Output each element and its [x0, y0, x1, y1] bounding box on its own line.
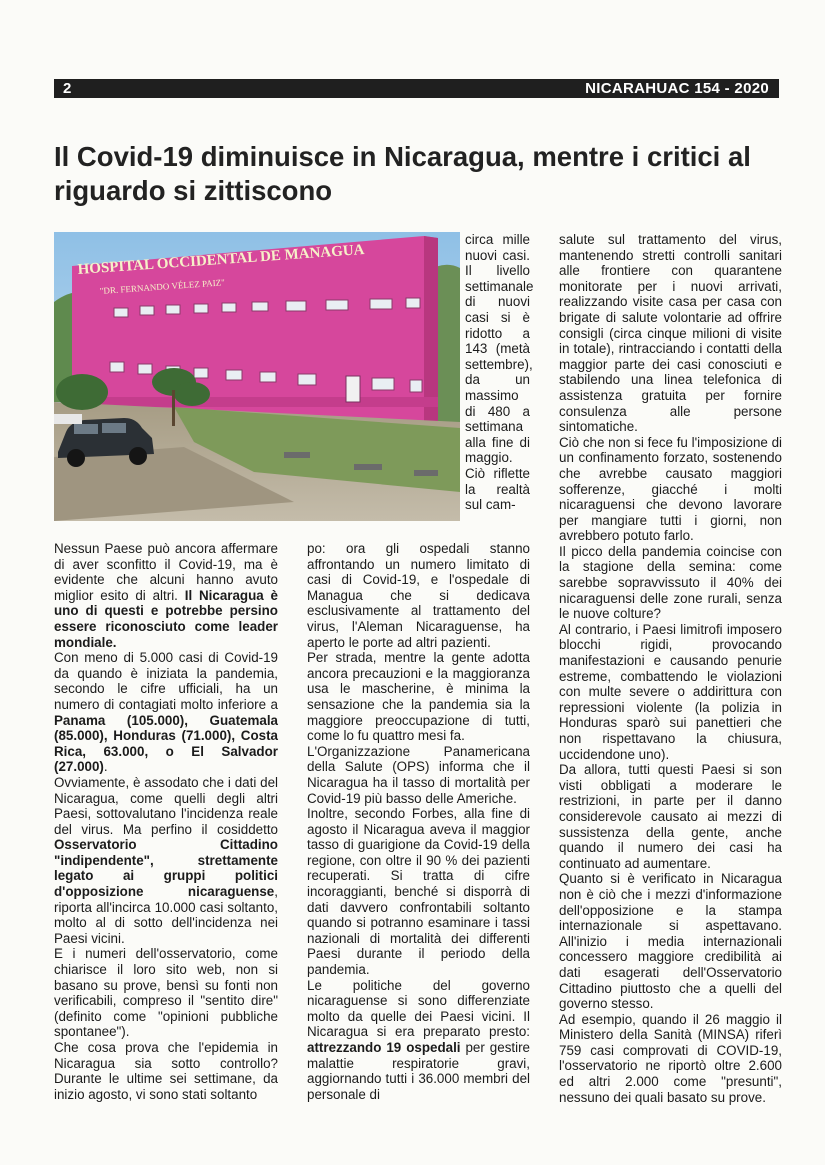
paragraph: L'Organizzazione Panamericana della Salute (OPS) informa che il Nicaragua ha il tasso di mortalità per Covid-19 più basso delle Americhe.: [307, 743, 530, 806]
bold-text-run: attrezzando 19 ospedali: [307, 1040, 461, 1055]
article-headline: Il Covid-19 diminuisce in Nicaragua, mentre i critici al riguardo si zittiscono: [54, 141, 751, 206]
paragraph: [307, 978, 530, 1103]
article-column-2: [307, 541, 530, 1102]
paragraph: E i numeri dell'osservatorio, come chiarisce il loro sito web, non si basano su prove, bensì su fonti non verificabili, compreso il "sentito dire" (definito come "opinioni pubbliche spontanee").: [54, 946, 278, 1040]
text-run: per gestire malattie respiratorie gravi, aggiornando tutti i 36.000 membri del personale di: [307, 1040, 530, 1102]
hospital-sign-line1: HOSPITAL OCCIDENTAL DE MANAGUA: [77, 241, 365, 278]
paragraph: Ciò che non si fece fu l'imposizione di un confinamento forzato, sostenendo che avrebbe causato maggiori sofferenze, giacché i molti nicaraguensi che devono lavorare per mangiare tutti i giorni, non avrebbero potuto farlo.: [559, 434, 782, 544]
bold-text-run: Il Nicaragua è uno di questi e potrebbe persino essere riconosciuto come leader mondiale.: [54, 587, 278, 650]
paragraph: Al contrario, i Paesi limitrofi imposero blocchi rigidi, provocando manifestazioni e causando penurie estreme, combattendo le violazioni con multe severe o addirittura con repressioni violente (la polizia in Honduras sparò sui panettieri che non rispettavano la chiusura, uccidendone uno).: [559, 621, 782, 762]
paragraph: salute sul trattamento del virus, mantenendo stretti controlli sanitari alle frontiere con quarantene monitorate per i nuovi arrivati, realizzando visite casa per casa con brigate di salute volontarie ad offrire consigli (circa cinque milioni di visite in totale), rintracciando i contatti della maggior parte dei casi conosciuti e stabilendo una linea telefonica di assistenza gratuita per fornire consulenza alle persone sintomatiche.: [559, 232, 782, 435]
paragraph: [54, 650, 278, 775]
paragraph: Da allora, tutti questi Paesi si son visti obbligati a moderare le restrizioni, in parte per il danno considerevole causato ai mezzi di sussistenza della gente, anche quando il numero dei casi ha continuato ad aumentare.: [559, 762, 782, 871]
paragraph: Per strada, mentre la gente adotta ancora precauzioni e la maggioranza usa le mascherine, è minima la sensazione che la pandemia sia la maggiore preoccupazione di tutti, come lo fu quattro mesi fa.: [307, 650, 530, 744]
hospital-sign-line2: "DR. FERNANDO VÉLEZ PAIZ": [99, 277, 226, 296]
paragraph: po: ora gli ospedali stanno affrontando un numero limitato di casi di Covid-19, e l'ospedale di Managua che si dedicava esclusivamente al trattamento del virus, l'Aleman Nicaraguense, ha aperto le porte ad altri pazienti.: [307, 541, 530, 650]
issue-label: NICARAHUAC 154 - 2020: [585, 80, 769, 97]
paragraph: Inoltre, secondo Forbes, alla fine di agosto il Nicaragua aveva il maggior tasso di guarigione da Covid-19 della regione, con oltre il 90 % dei pazienti recuperati. Si tratta di cifre incoraggianti, benché si disporrà di dati davvero confrontabili soltanto quando si potranno esaminare i tassi nazionali di mortalità dei differenti Paesi durante il periodo della pandemia.: [307, 806, 530, 978]
page-number: 2: [63, 80, 72, 97]
paragraph: Ad esempio, quando il 26 maggio il Ministero della Sanità (MINSA) riferì 759 casi comprovati di COVID-19, l'osservatorio ne riportò oltre 2.600 ed altri 2.000 come "presunti", nessuno dei quali basato su prove.: [559, 1011, 782, 1105]
article-column-1: [54, 541, 278, 1102]
text-run: Ovviamente, è assodato che i dati del Nicaragua, come quelli degli altri Paesi, sottovalutano l'incidenza reale del virus. Ma perfino il cosiddetto: [54, 774, 278, 837]
text-run: Con meno di 5.000 casi di Covid-19 da quando è iniziata la pandemia, secondo le cifre ufficiali, ha un numero di contagiati molto inferiore a: [54, 650, 278, 712]
article-column-3: [559, 232, 782, 1105]
paragraph: Il picco della pandemia coincise con la stagione della semina: come sarebbe sopravvissuto il 40% dei nicaraguensi delle zone rurali, senza le nuove colture?: [559, 543, 782, 622]
article-column-2-top: [465, 232, 534, 513]
text-run: Le politiche del governo nicaraguense si sono differenziate molto da quelle dei Paesi vicini. Il Nicaragua si era preparato presto:: [307, 977, 530, 1040]
paragraph: Che cosa prova che l'epidemia in Nicaragua sia sotto controllo? Durante le ultime sei settimane, da inizio agosto, vi sono stati soltanto: [54, 1040, 278, 1102]
text-run: , riporta all'incirca 10.000 casi soltanto, molto al di sotto dell'incidenza nei Paesi vicini.: [54, 884, 278, 946]
bold-text-run: Osservatorio Cittadino "indipendente", strettamente legato ai gruppi politici d'opposizione nicaraguense: [54, 837, 278, 900]
paragraph: circa mille nuovi casi. Il livello settimanale di nuovi casi si è ridotto a 143 (metà settembre), da un massimo di 480 a settimana alla fine di maggio. Ciò riflette la realtà sul cam-: [465, 232, 534, 513]
text-run: Nessun Paese può ancora affermare di aver sconfitto il Covid-19, ma è evidente che alcuni hanno avuto miglior esito di altri.: [54, 541, 278, 603]
text-run: .: [103, 759, 108, 775]
paragraph: Quanto si è verificato in Nicaragua non è ciò che i mezzi d'informazione dell'opposizione e la stampa internazionale si aspettavano. All'inizio i media internazionali concessero maggiore credibilità ai dati esagerati dell'Osservatorio Cittadino piuttosto che a quelli del governo stesso.: [559, 871, 782, 1012]
bold-text-run: Panama (105.000), Guatemala (85.000), Honduras (71.000), Costa Rica, 63.000, o El Salvador (27.000): [54, 712, 278, 775]
page-header-bar: [54, 79, 779, 98]
paragraph: [54, 775, 278, 947]
hospital-photo-drawing: [54, 232, 460, 521]
paragraph: [54, 541, 278, 650]
hospital-photo: [54, 232, 460, 521]
